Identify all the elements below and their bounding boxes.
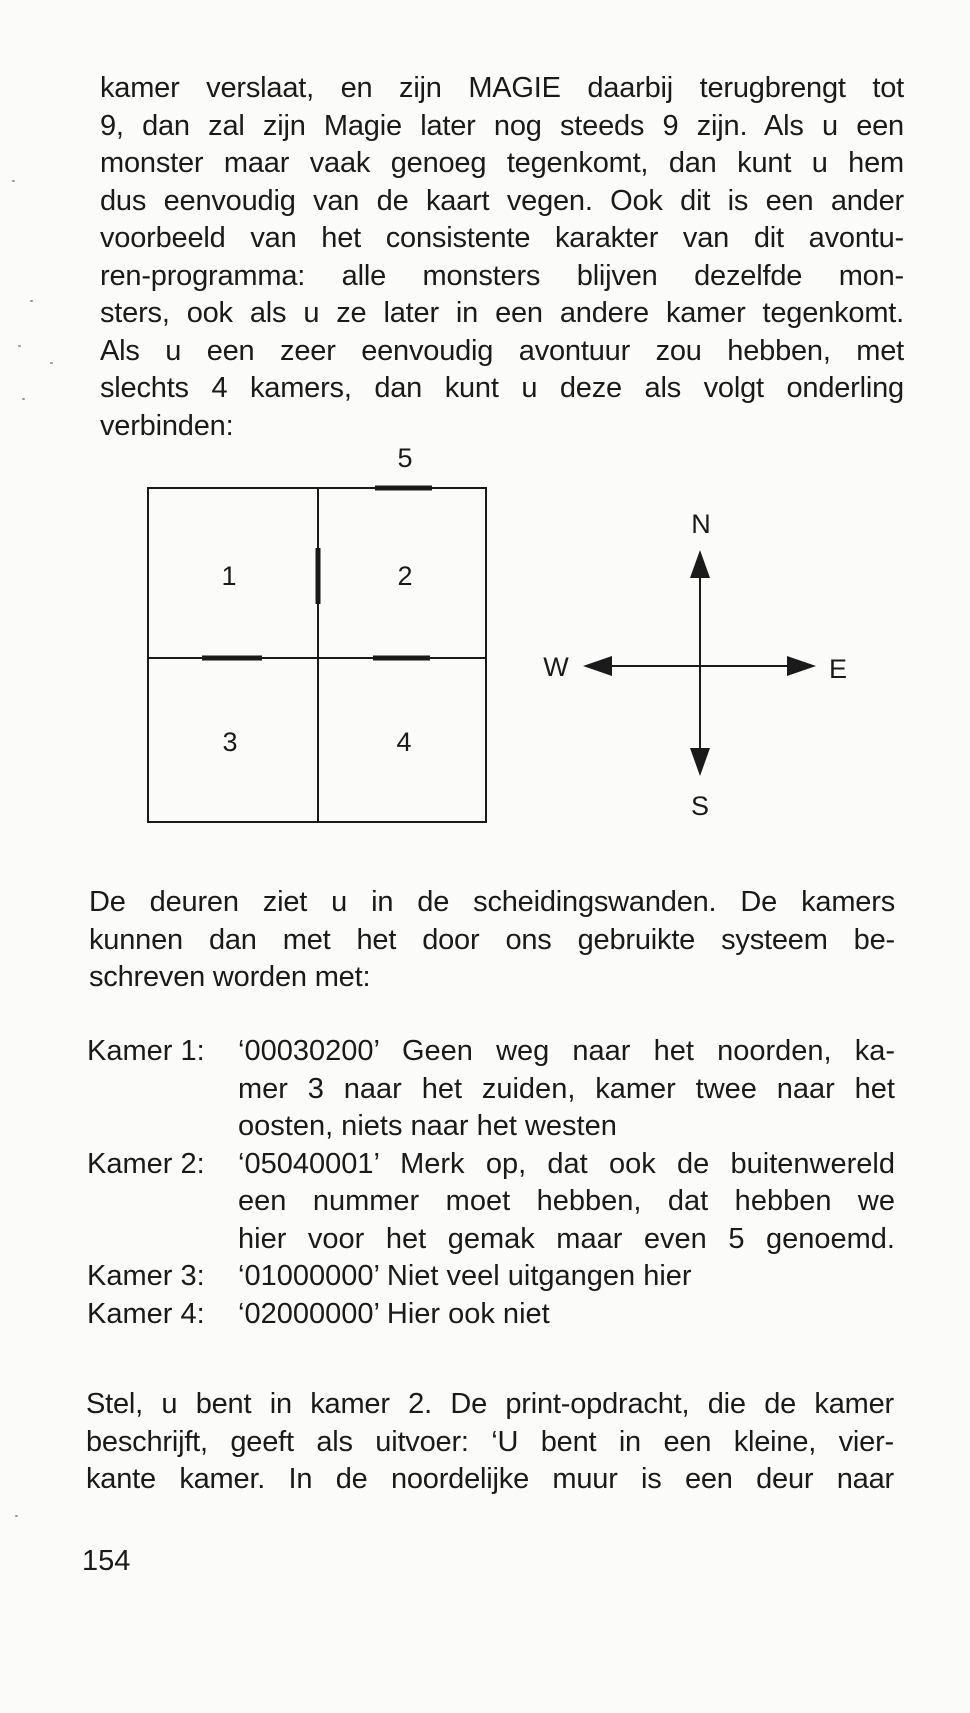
text-line: De deuren ziet u in de scheidingswanden. De kamers [89,886,895,918]
room-entry-text: oosten, niets naar het westen [238,1110,617,1142]
arrow-west-icon [583,656,612,676]
room-entry-4 [87,1296,895,1334]
scan-speck [50,362,53,364]
room-3-label: 3 [222,727,238,757]
arrow-north-icon [690,550,710,578]
text-line: kante kamer. In de noordelijke muur is een deur naar [86,1463,894,1495]
compass-north-label: N [691,509,711,539]
arrow-south-icon [690,748,710,776]
room-entry-text: hier voor het gemak maar even 5 genoemd. [238,1222,895,1255]
room-code-list [87,1033,895,1333]
text-line: verbinden: [100,409,234,442]
room-entry-label: Kamer 2: [87,1147,205,1180]
room-entry-text: mer 3 naar het zuiden, kamer twee naar het [238,1072,895,1105]
scan-speck [15,1515,18,1517]
scan-speck [30,300,33,302]
text-line: monster maar vaak genoeg tegenkomt, dan kunt u hem [100,147,904,179]
text-line: slechts 4 kamers, dan kunt u deze als volgt onderling [100,372,904,404]
scan-speck [22,398,25,400]
room-entry-label: Kamer 1: [87,1035,205,1067]
text-line: kunnen dan met het door ons gebruikte systeem be- [89,923,895,956]
text-line: kamer verslaat, en zijn MAGIE daarbij terugbrengt tot [100,72,904,104]
room-entry-label: Kamer 4: [87,1297,205,1330]
text-line: voorbeeld van het consistente karakter van dit avontu- [100,222,904,254]
text-line: ren-programma: alle monsters blijven dezelfde mon- [100,259,904,292]
text-line: beschrijft, geeft als uitvoer: ‘U bent in een kleine, vier- [86,1425,894,1458]
compass-rose [543,509,847,821]
room-1-label: 1 [221,561,237,591]
text-line: Stel, u bent in kamer 2. De print-opdracht, die de kamer [86,1388,894,1420]
text-line: dus eenvoudig van de kaart vegen. Ook dit is een ander [100,184,904,217]
text-line: 9, dan zal zijn Magie later nog steeds 9 zijn. Als u een [100,109,904,142]
page-number: 154 [82,1545,131,1577]
compass-west-label: W [543,652,569,682]
room-4-label: 4 [396,727,412,757]
text-line: Als u een zeer eenvoudig avontuur zou hebben, met [100,334,904,367]
room-entry-text: ‘00030200’ Geen weg naar het noorden, ka- [238,1035,895,1067]
room-entry-label: Kamer 3: [87,1260,205,1292]
arrow-east-icon [787,656,816,676]
scan-speck [12,180,15,182]
compass-south-label: S [690,791,710,821]
paragraph-doors [89,884,895,997]
room-entry-text: ‘01000000’ Niet veel uitgangen hier [238,1260,692,1292]
room-entry-2 [87,1146,895,1259]
room-entry-text: ‘05040001’ Merk op, dat ook de buitenwereld [238,1147,895,1180]
text-line: schreven worden met: [89,961,371,993]
scan-speck [18,345,21,347]
compass-east-label: E [828,654,848,684]
room-entry-text: ‘02000000’ Hier ook niet [238,1297,550,1330]
text-line: sters, ook als u ze later in een andere kamer tegenkomt. [100,297,904,329]
room-entry-1 [87,1033,895,1146]
room-entry-text: een nummer moet hebben, dat hebben we [238,1185,895,1217]
room-2-label: 2 [397,561,413,591]
paragraph-example [86,1386,894,1499]
room-entry-3 [87,1258,895,1296]
outside-label: 5 [397,443,413,473]
